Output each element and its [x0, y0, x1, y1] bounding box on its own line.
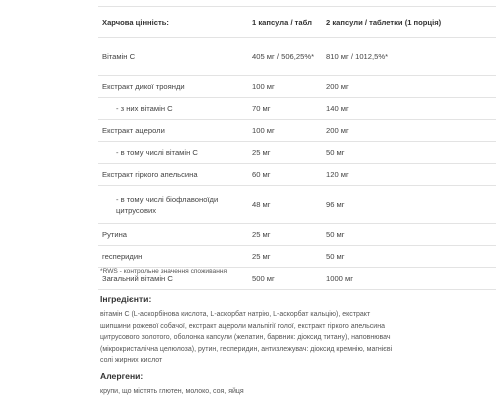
table-row — [98, 142, 496, 164]
row-value-two: 140 мг — [322, 98, 496, 120]
table-row — [98, 164, 496, 186]
table-row — [98, 224, 496, 246]
row-name: Рутина — [98, 224, 248, 246]
row-value-two: 810 мг / 1012,5%* — [322, 38, 496, 76]
header-one-capsule: 1 капсула / табл — [248, 7, 322, 38]
table-row — [98, 38, 496, 76]
allergens-text: крупи, що містять глютен, молоко, соя, яйця — [100, 388, 244, 395]
table-row — [98, 246, 496, 268]
row-value-one: 25 мг — [248, 224, 322, 246]
row-value-one: 60 мг — [248, 164, 322, 186]
footnote: *RWS - контрольне значення споживання — [100, 268, 228, 275]
row-value-two: 50 мг — [322, 142, 496, 164]
row-value-one: 25 мг — [248, 142, 322, 164]
row-value-one: 100 мг — [248, 76, 322, 98]
table-row — [98, 76, 496, 98]
header-nutrition: Харчова цінність: — [98, 7, 248, 38]
row-value-two: 50 мг — [322, 246, 496, 268]
row-value-two: 1000 мг — [322, 268, 496, 290]
row-name: Екстракт гіркого апельсина — [98, 164, 248, 186]
table-header-row — [98, 7, 496, 38]
row-value-two: 200 мг — [322, 120, 496, 142]
row-value-one: 25 мг — [248, 246, 322, 268]
row-name: гесперидин — [98, 246, 248, 268]
row-value-two: 96 мг — [322, 186, 496, 224]
table-body — [98, 38, 496, 290]
table-row — [98, 120, 496, 142]
row-value-one: 70 мг — [248, 98, 322, 120]
allergens-title: Алергени: — [100, 371, 144, 381]
table-row — [98, 98, 496, 120]
row-value-one: 500 мг — [248, 268, 322, 290]
row-name: Загальний вітамін С — [98, 268, 248, 290]
row-name: Екстракт ацероли — [98, 120, 248, 142]
row-value-one: 100 мг — [248, 120, 322, 142]
row-value-two: 50 мг — [322, 224, 496, 246]
row-value-one: 48 мг — [248, 186, 322, 224]
row-value-two: 200 мг — [322, 76, 496, 98]
row-name: Вітамін С — [98, 38, 248, 76]
row-name: - в тому числі біофлавоноїди цитрусових — [98, 186, 248, 224]
row-value-one: 405 мг / 506,25%* — [248, 38, 322, 76]
table-row — [98, 186, 496, 224]
ingredients-title: Інгредієнти: — [100, 294, 152, 304]
row-name: - з них вітамін С — [98, 98, 248, 120]
row-name: Екстракт дикої троянди — [98, 76, 248, 98]
row-value-two: 120 мг — [322, 164, 496, 186]
nutrition-table — [98, 6, 496, 290]
ingredients-text: вітамін С (L-аскорбінова кислота, L-аскорбат натрію, L-аскорбат кальцію), екстракт шипшини рожевої собачої, екстракт ацероли мальпігії голої, екстракт гіркого апельсина цитрусового золотого, оболонка капсули (желатин, барвник: діоксид титану), наповнювач (мікрокристалічна целюлоза), рутин, гесперидин, антизлежувач: діоксид кремнію, магнієві солі жирних кислот — [100, 311, 393, 364]
header-two-capsules: 2 капсули / таблетки (1 порція) — [322, 7, 496, 38]
row-name: - в тому числі вітамін С — [98, 142, 248, 164]
